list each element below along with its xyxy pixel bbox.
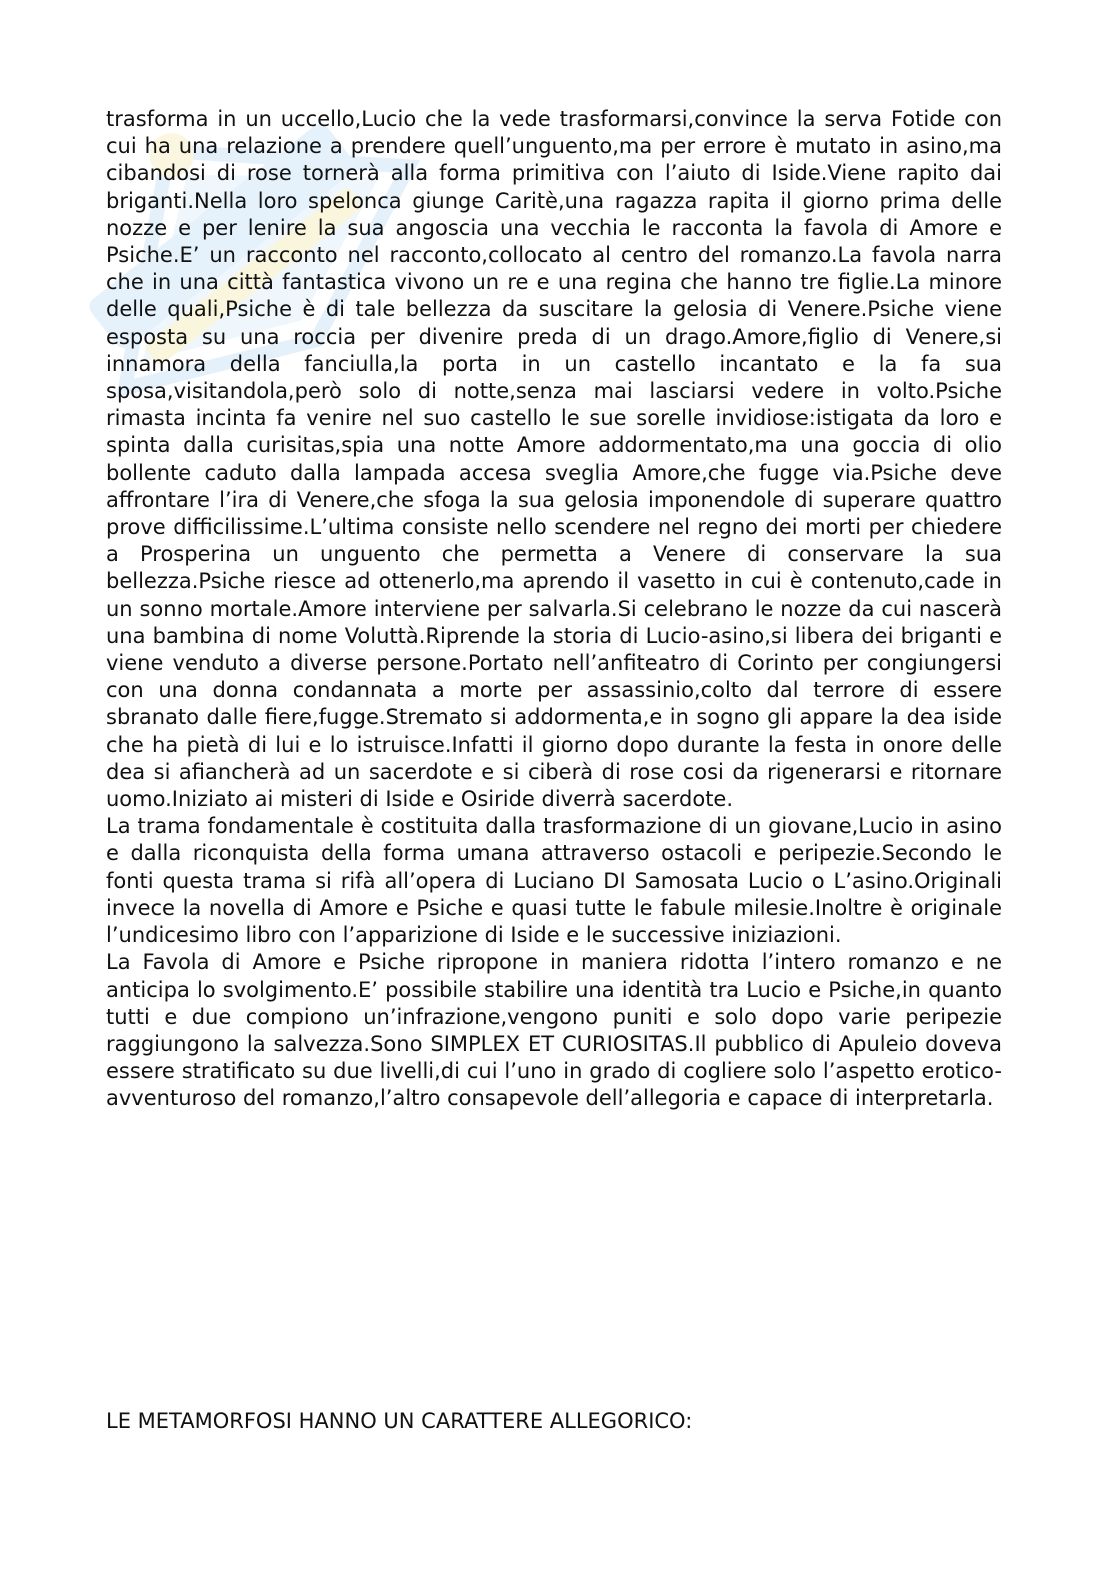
section-heading: LE METAMORFOSI HANNO UN CARATTERE ALLEGORICO: xyxy=(106,1409,693,1433)
paragraph-1: trasforma in un uccello,Lucio che la vede trasformarsi,convince la serva Fotide con cui ha una relazione a prendere quell’unguento,ma per errore è mutato in asino,ma cibandosi di rose tornerà alla forma primitiva con l’aiuto di Iside.Viene rapito dai briganti.Nella loro spelonca giunge Caritè,una ragazza rapita il giorno prima delle nozze e per lenire la sua angoscia una vecchia le racconta la favola di Amore e Psiche.E’ un racconto nel racconto,collocato al centro del romanzo.La favola narra che in una città fantastica vivono un re e una regina che hanno tre figlie.La minore delle quali,Psiche è di tale bellezza da suscitare la gelosia di Venere.Psiche viene esposta su una roccia per divenire preda di un drago.Amore,figlio di Venere,si innamora della fanciulla,la porta in un castello incantato e la fa sua sposa,visitandola,però solo di notte,senza mai lasciarsi vedere in volto.Psiche rimasta incinta fa venire nel suo castello le sue sorelle invidiose:istigata da loro e spinta dalla curisitas,spia una notte Amore addormentato,ma una goccia di olio bollente caduto dalla lampada accesa sveglia Amore,che fugge via.Psiche deve affrontare l’ira di Venere,che sfoga la sua gelosia imponendole di superare quattro prove difficilissime.L’ultima consiste nello scendere nel regno dei morti per chiedere a Prosperina un unguento che permetta a Venere di conservare la sua bellezza.Psiche riesce ad ottenerlo,ma aprendo il vasetto in cui è contenuto,cade in un sonno mortale.Amore interviene per salvarla.Si celebrano le nozze da cui nascerà una bambina di nome Voluttà.Riprende la storia di Lucio-asino,si libera dei briganti e viene venduto a diverse persone.Portato nell’anfiteatro di Corinto per congiungersi con una donna condannata a morte per assassinio,colto dal terrore di essere sbranato dalle fiere,fugge.Stremato si addormenta,e in sogno gli appare la dea iside che ha pietà di lui e lo istruisce.Infatti il giorno dopo durante la festa in onore delle dea si afiancherà ad un sacerdote e si ciberà di rose cosi da rigenerarsi e ritornare uomo.Iniziato ai misteri di Iside e Osiride diverrà sacerdote. xyxy=(106,107,1002,812)
paragraph-2: La trama fondamentale è costituita dalla trasformazione di un giovane,Lucio in asino e dalla riconquista della forma umana attraverso ostacoli e peripezie.Secondo le fonti questa trama si rifà all’opera di Luciano DI Samosata Lucio o L’asino.Originali invece la novella di Amore e Psiche e quasi tutte le fabule milesie.Inoltre è originale l’undicesimo libro con l’apparizione di Iside e le successive iniziazioni. xyxy=(106,814,1002,948)
document-body xyxy=(106,106,1002,1113)
paragraph-3: La Favola di Amore e Psiche ripropone in maniera ridotta l’intero romanzo e ne anticipa lo svolgimento.E’ possibile stabilire una identità tra Lucio e Psiche,in quanto tutti e due compiono un’infrazione,vengono puniti e solo dopo varie peripezie raggiungono la salvezza.Sono SIMPLEX ET CURIOSITAS.Il pubblico di Apuleio doveva essere stratificato su due livelli,di cui l’uno in grado di cogliere solo l’aspetto erotico-avventuroso del romanzo,l’altro consapevole dell’allegoria e capace di interpretarla. xyxy=(106,950,1002,1111)
